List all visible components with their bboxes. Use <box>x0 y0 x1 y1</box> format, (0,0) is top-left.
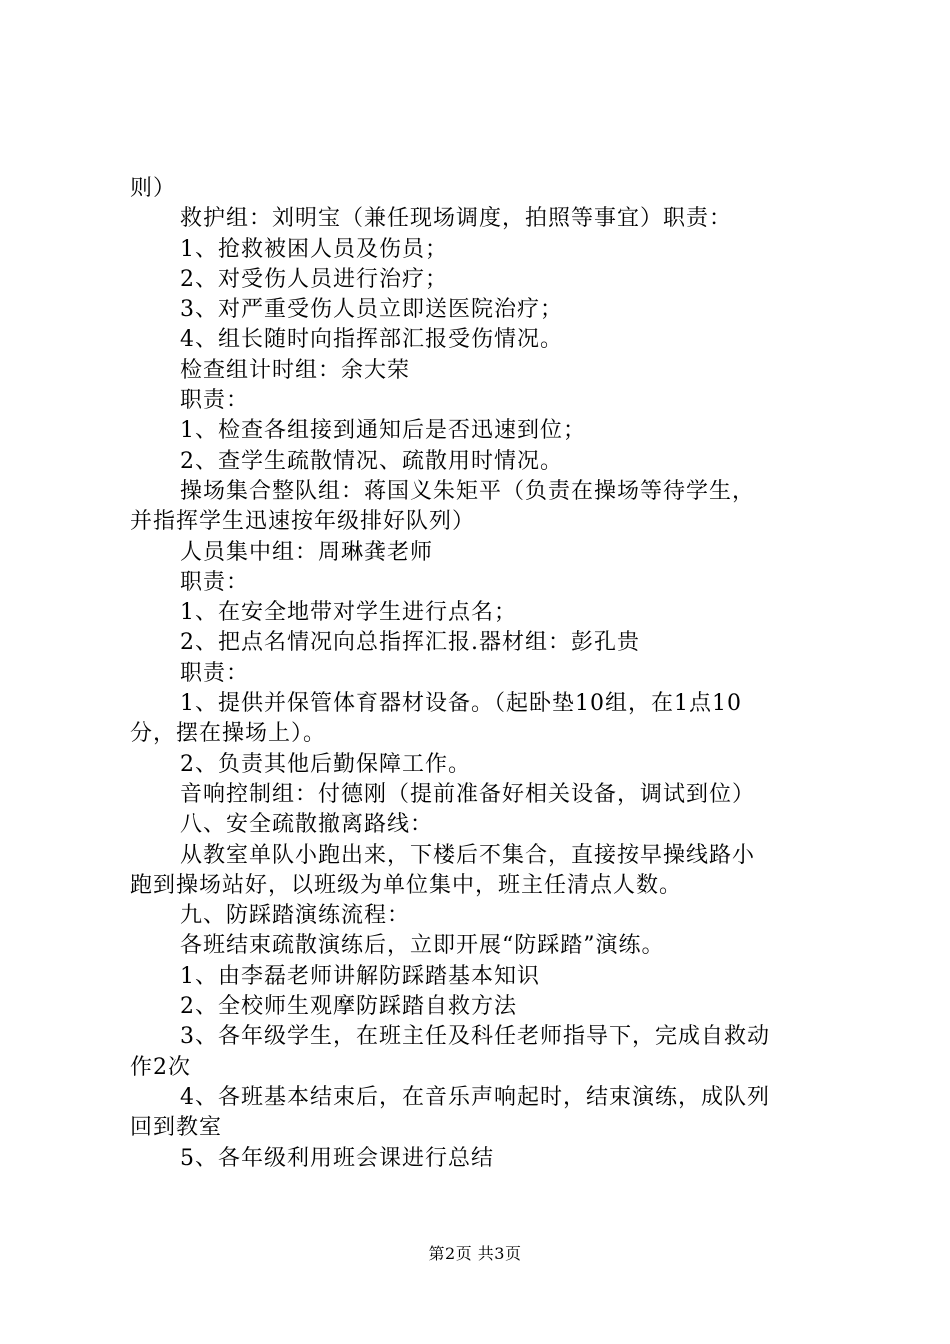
text-line: 八、安全疏散撤离路线： <box>180 812 434 838</box>
text-line: 4、各班基本结束后，在音乐声响起时，结束演练，成队列 <box>180 1084 770 1110</box>
text-line: 救护组：刘明宝（兼任现场调度，拍照等事宜）职责： <box>180 206 733 232</box>
document-body <box>130 174 835 1174</box>
text-line: 检查组计时组：余大荣 <box>180 357 411 383</box>
text-line: 回到教室 <box>130 1115 223 1141</box>
text-line: 职责： <box>180 660 250 686</box>
text-line: 各班结束疏散演练后，立即开展“防踩踏”演练。 <box>180 933 665 959</box>
text-line: 1、提供并保管体育器材设备。（起卧垫10组，在1点10 <box>180 691 742 717</box>
text-line: 2、对受伤人员进行治疗； <box>180 266 448 292</box>
text-line: 音响控制组：付德刚（提前准备好相关设备，调试到位） <box>180 781 756 807</box>
text-line: 3、各年级学生，在班主任及科任老师指导下，完成自救动 <box>180 1024 770 1050</box>
text-line: 人员集中组：周琳龚老师 <box>180 539 434 565</box>
text-line: 作2次 <box>130 1054 191 1080</box>
text-line: 职责： <box>180 569 250 595</box>
text-line: 分，摆在操场上）。 <box>130 721 327 747</box>
page-footer: 第2页 共3页 <box>428 1244 522 1263</box>
text-line: 1、在安全地带对学生进行点名； <box>180 600 517 626</box>
text-line: 3、对严重受伤人员立即送医院治疗； <box>180 297 563 323</box>
text-line: 2、查学生疏散情况、疏散用时情况。 <box>180 448 563 474</box>
text-line: 2、全校师生观摩防踩踏自救方法 <box>180 994 517 1020</box>
text-line: 职责： <box>180 388 250 414</box>
text-line: 从教室单队小跑出来，下楼后不集合，直接按早操线路小 <box>180 842 756 868</box>
text-line: 九、防踩踏演练流程： <box>180 903 411 929</box>
text-line: 跑到操场站好，以班级为单位集中，班主任清点人数。 <box>130 872 683 898</box>
text-line: 1、由李磊老师讲解防踩踏基本知识 <box>180 963 540 989</box>
text-line: 1、检查各组接到通知后是否迅速到位； <box>180 418 586 444</box>
text-line: 2、负责其他后勤保障工作。 <box>180 751 471 777</box>
text-line: 5、各年级利用班会课进行总结 <box>180 1145 494 1171</box>
text-line: 操场集合整队组：蒋国义朱矩平（负责在操场等待学生， <box>180 478 756 504</box>
text-line: 则） <box>130 176 177 201</box>
text-line: 并指挥学生迅速按年级排好队列） <box>130 509 476 535</box>
text-line: 1、抢救被困人员及伤员； <box>180 236 448 262</box>
text-line: 4、组长随时向指挥部汇报受伤情况。 <box>180 327 563 353</box>
text-line: 2、把点名情况向总指挥汇报.器材组：彭孔贵 <box>180 630 640 656</box>
